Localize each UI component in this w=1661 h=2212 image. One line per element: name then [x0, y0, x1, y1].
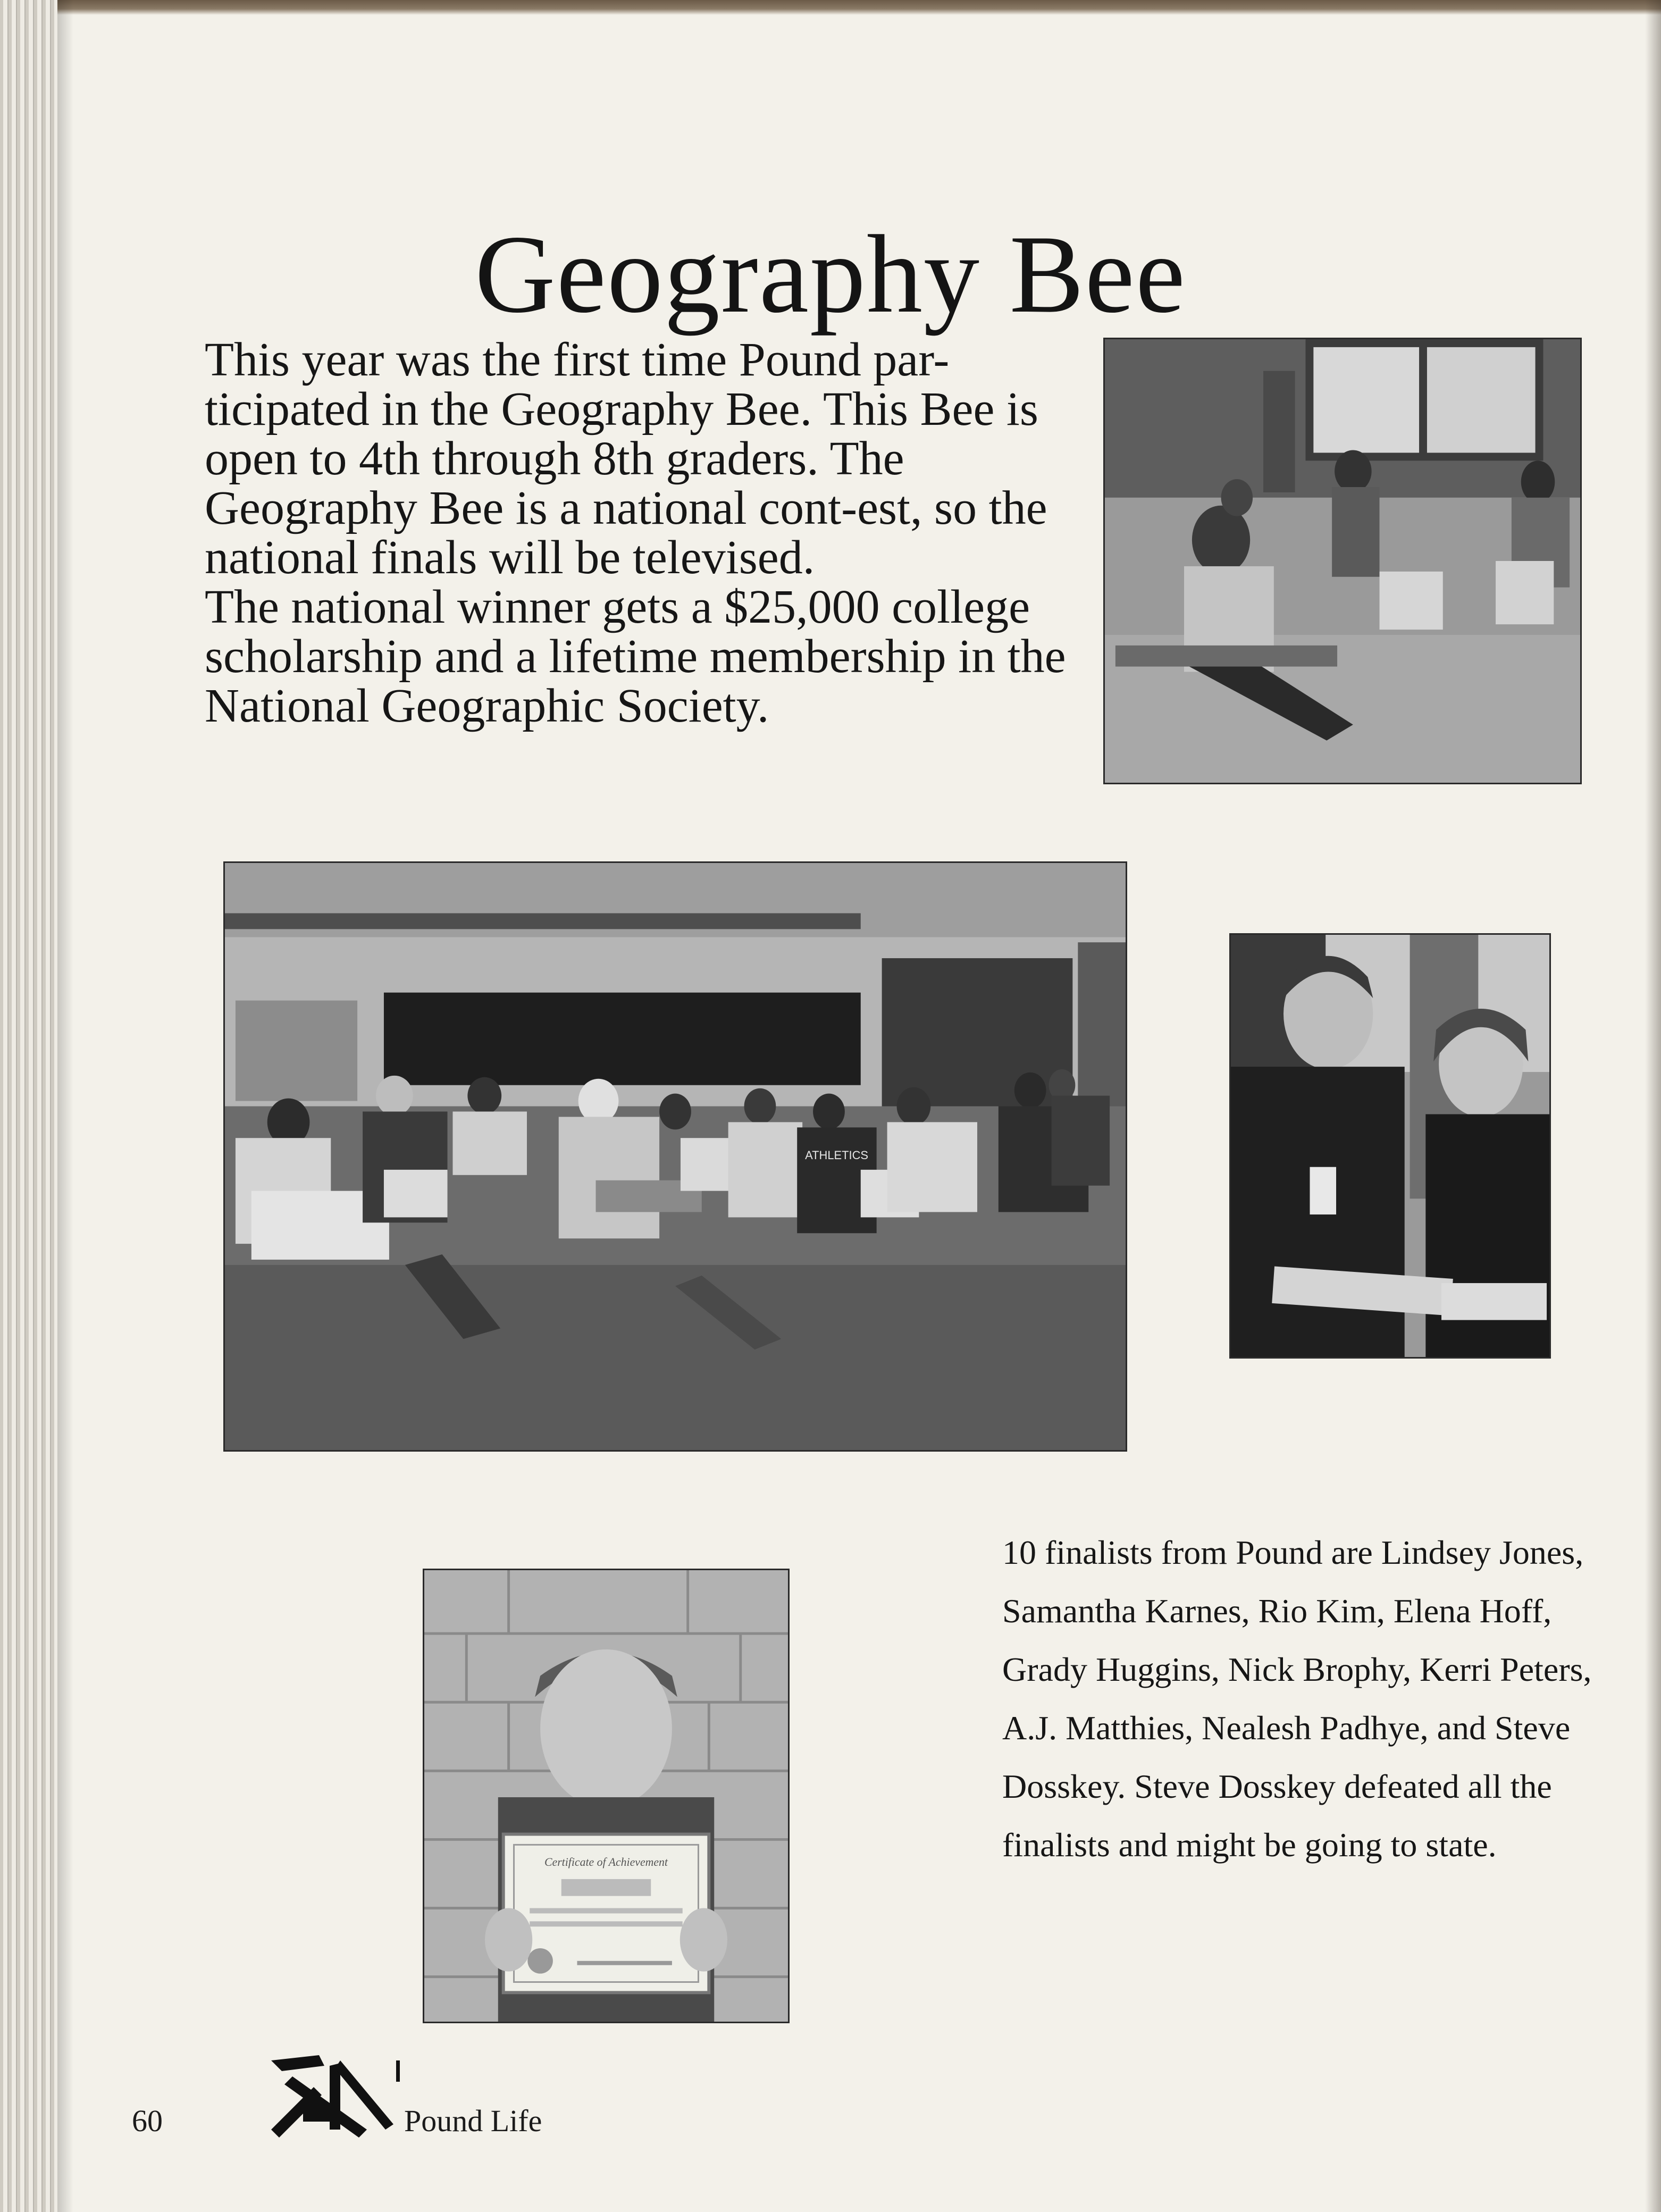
- finalists-caption: 10 finalists from Pound are Lindsey Jones, Samantha Karnes, Rio Kim, Elena Hoff, Grady Huggins, Nick Brophy, Kerri Peters, A.J. Matthies, Nealesh Padhye, and Steve Dosskey. Steve Dosskey defeated all the finalists and might be going to state.: [1002, 1534, 1592, 1864]
- shirt-lettering: ATHLETICS: [805, 1148, 869, 1162]
- yearbook-logo-icon: [261, 2050, 415, 2140]
- book-binding-edge: [0, 0, 57, 2212]
- classroom-overview-photo: [223, 861, 1127, 1452]
- certificate-title: Certificate of Achievement: [544, 1856, 668, 1869]
- winner-certificate-photo: [423, 1569, 790, 2023]
- intro-paragraph-2: The national winner gets a $25,000 college scholarship and a lifetime membership in the National Geographic Society.: [205, 581, 1066, 732]
- page-number: 60: [132, 2104, 163, 2138]
- intro-text: [205, 335, 1077, 731]
- intro-paragraph-1: This year was the first time Pound par-ticipated in the Geography Bee. This Bee is open to 4th through 8th graders. The Geography Bee is a national cont-est, so the national finals will be televised.: [205, 333, 1047, 584]
- binding-shadow: [57, 0, 73, 2212]
- page-title: Geography Bee: [475, 212, 1186, 336]
- page-right-edge: [1645, 0, 1661, 2212]
- book-top-edge: [0, 0, 1661, 15]
- teachers-photo: [1229, 933, 1551, 1359]
- section-label: Pound Life: [404, 2104, 542, 2138]
- classroom-students-photo: [1103, 338, 1582, 784]
